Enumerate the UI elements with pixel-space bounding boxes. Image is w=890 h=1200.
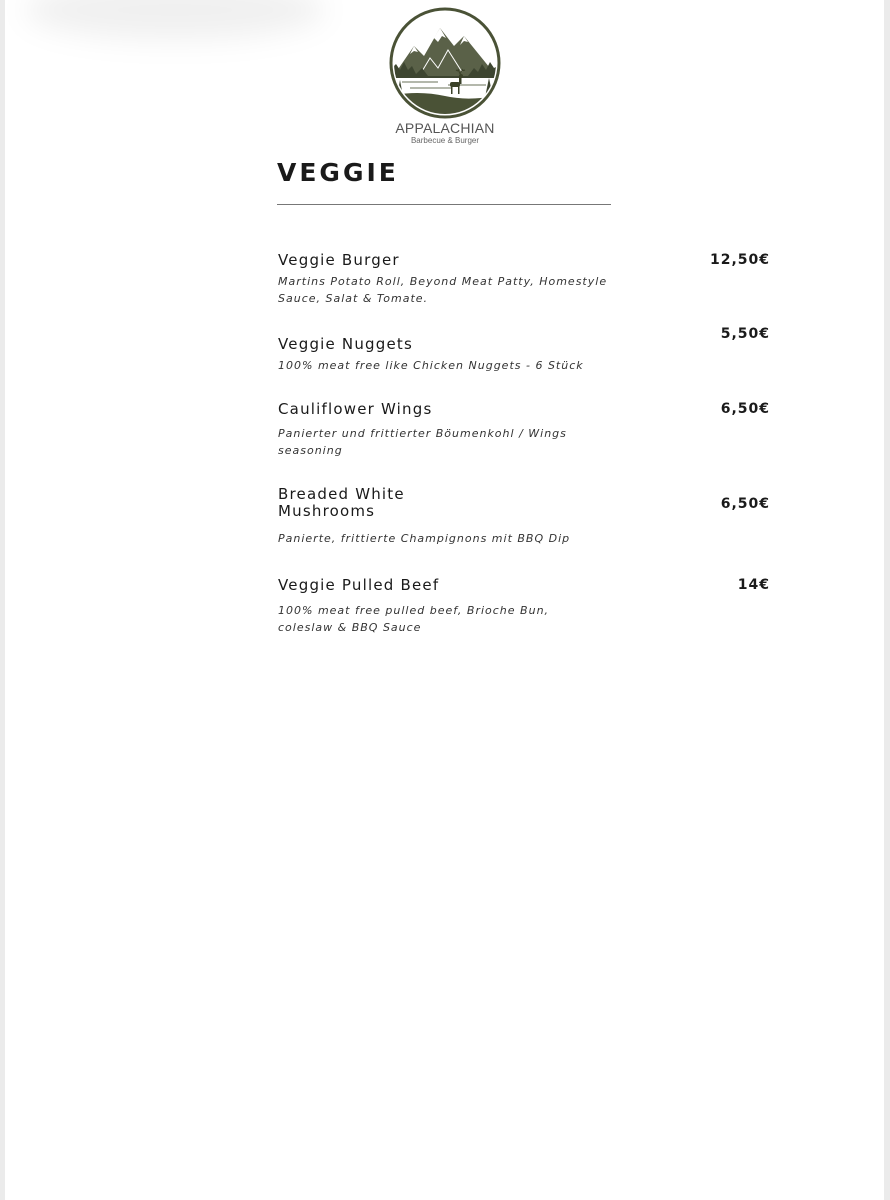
section-title: VEGGIE: [277, 158, 399, 187]
menu-item-name: Breaded White Mushrooms: [278, 485, 405, 520]
menu-item-name: Cauliflower Wings: [278, 400, 433, 418]
shadow: [25, 0, 325, 40]
menu-item-price: 12,50€: [709, 252, 770, 268]
menu-item-description: Panierter und frittierter Böumenkohl / Wings seasoning: [278, 427, 567, 457]
title-divider: [277, 204, 611, 205]
menu-item-description: Martins Potato Roll, Beyond Meat Patty, Homestyle Sauce, Salat & Tomate.: [278, 275, 608, 305]
menu-item-price: 14€: [737, 577, 770, 593]
menu-item-description: Panierte, frittierte Champignons mit BBQ Dip: [278, 532, 571, 545]
brand-name: APPALACHIAN: [395, 120, 495, 136]
mountain-lake-deer-logo-icon: [388, 6, 502, 120]
brand-logo: [375, 6, 515, 148]
menu-item-price: 6,50€: [720, 496, 770, 512]
menu-page: [5, 0, 884, 1200]
menu-item-name: Veggie Burger: [278, 251, 400, 269]
menu-item-name: Veggie Pulled Beef: [278, 576, 440, 594]
menu-item-price: 5,50€: [720, 326, 770, 342]
menu-item-description: 100% meat free pulled beef, Brioche Bun, coleslaw & BBQ Sauce: [278, 604, 550, 634]
brand-tagline: Barbecue & Burger: [410, 136, 480, 145]
menu-item-description: 100% meat free like Chicken Nuggets - 6 Stück: [278, 359, 584, 372]
menu-item-price: 6,50€: [720, 401, 770, 417]
menu-item-name: Veggie Nuggets: [278, 335, 414, 353]
